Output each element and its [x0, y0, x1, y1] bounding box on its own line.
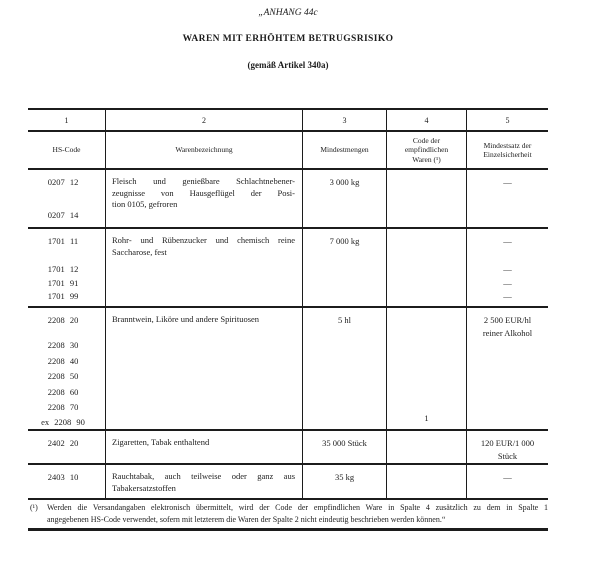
description-line: Saccharose, fest	[112, 246, 167, 257]
min-quantity: 5 hl	[338, 315, 351, 325]
min-quantity: 35 000 Stück	[322, 438, 367, 448]
column-header-line: Waren (¹)	[412, 154, 441, 164]
hs-code: 0207 14	[47, 210, 79, 220]
hs-code: 2208 40	[47, 356, 79, 366]
description-cell	[106, 431, 303, 463]
min-guarantee-line: —	[503, 264, 512, 274]
footnote-marker: (¹)	[30, 503, 38, 512]
min-quantity: 3 000 kg	[329, 177, 360, 187]
hs-code-cell	[28, 308, 106, 429]
footnote	[28, 502, 548, 526]
bottom-rule	[28, 528, 548, 531]
column-header-line: Code der	[412, 135, 441, 145]
hs-code: 2403 10	[47, 472, 79, 482]
min-quantity-cell	[303, 465, 387, 498]
footnote-line: Werden die Versandangaben elektronisch übermittelt, wird der Code der empfindlichen Ware in Spalte 4 zusätzlich zu dem in Spalte 1	[47, 503, 548, 512]
sensitive-code-cell	[387, 465, 467, 498]
table-row	[28, 170, 548, 229]
column-number: 5	[505, 115, 510, 125]
min-guarantee-line: —	[503, 236, 512, 246]
description-line: Branntwein, Liköre und andere Spirituosen	[112, 314, 260, 324]
column-header	[467, 132, 548, 168]
table-row	[28, 465, 548, 500]
column-header	[28, 132, 106, 168]
description-line: Zigaretten, Tabak enthaltend	[112, 437, 210, 447]
footnote-text	[47, 502, 548, 526]
sensitive-code-cell	[387, 229, 467, 306]
column-header	[106, 132, 303, 168]
min-guarantee-cell	[467, 308, 548, 429]
table-row	[28, 229, 548, 308]
min-quantity: 35 kg	[334, 472, 355, 482]
footnote-line: angegebenen HS-Code verwendet, sofern mit letzterem die Waren der Spalte 2 nicht eindeutig beschrieben werden können.“	[47, 515, 446, 524]
min-guarantee-line: 2 500 EUR/hl	[483, 315, 532, 325]
sensitive-code: 1	[424, 413, 429, 423]
description-line: Fleisch und genießbare Schlachtnebener-	[112, 176, 295, 186]
min-guarantee-cell	[467, 431, 548, 463]
min-quantity-cell	[303, 431, 387, 463]
column-header-line: empfindlichen	[404, 145, 449, 155]
description-cell	[106, 170, 303, 227]
description-line: zeugnisse von Hausgeflügel der Posi-	[112, 187, 295, 198]
hs-code: 0207 12	[47, 177, 79, 187]
min-quantity-cell	[303, 170, 387, 227]
description-cell	[106, 229, 303, 306]
hs-code: 2208 20	[47, 315, 79, 325]
min-guarantee-line: —	[503, 177, 512, 187]
annex-title: „ANHANG 44c	[258, 8, 318, 18]
column-number: 1	[28, 110, 106, 130]
column-header-line: HS-Code	[52, 145, 81, 155]
min-guarantee-cell	[467, 229, 548, 306]
hs-code: 1701 91	[47, 278, 79, 288]
goods-table	[28, 108, 548, 500]
min-quantity: 7 000 kg	[329, 236, 360, 246]
column-header	[303, 132, 387, 168]
min-quantity-cell	[303, 229, 387, 306]
column-header-row	[28, 132, 548, 170]
sensitive-code-cell	[387, 308, 467, 429]
page-subtitle: (gemäß Artikel 340a)	[247, 60, 329, 70]
page-title: WAREN MIT ERHÖHTEM BETRUGSRISIKO	[182, 34, 394, 44]
column-header-line: Einzelsicherheit	[483, 150, 532, 159]
column-header	[387, 132, 467, 168]
min-guarantee-line: —	[503, 472, 512, 482]
hs-code: 1701 11	[47, 236, 79, 246]
column-number: 2	[106, 110, 303, 130]
hs-code: ex 2208 90	[41, 417, 85, 427]
description-line: Rauchtabak, auch teilweise oder ganz aus	[112, 471, 295, 481]
hs-code-cell	[28, 170, 106, 227]
hs-code: 2402 20	[47, 438, 79, 448]
min-guarantee-line: —	[503, 291, 512, 301]
hs-code: 2208 60	[47, 387, 79, 397]
column-number-row	[28, 110, 548, 132]
min-guarantee-line: —	[503, 278, 512, 288]
table-row	[28, 431, 548, 465]
hs-code: 2208 30	[47, 340, 79, 350]
hs-code: 1701 99	[47, 291, 79, 301]
min-guarantee-line: 120 EUR/1 000	[480, 438, 535, 448]
min-quantity-cell	[303, 308, 387, 429]
description-line: Rohr- und Rübenzucker und chemisch reine	[112, 235, 295, 245]
column-header-line: Warenbezeichnung	[175, 145, 233, 155]
description-line: tion 0105, gefroren	[112, 199, 178, 209]
hs-code-cell	[28, 465, 106, 498]
description-cell	[106, 308, 303, 429]
description-line: Tabakersatzstoffen	[112, 482, 176, 493]
min-guarantee-cell	[467, 465, 548, 498]
hs-code: 2208 50	[47, 371, 79, 381]
min-guarantee-line: Stück	[497, 451, 518, 461]
min-guarantee-line: reiner Alkohol	[482, 328, 533, 338]
min-guarantee-cell	[467, 170, 548, 227]
document-content	[28, 0, 548, 531]
table-row	[28, 308, 548, 431]
hs-code-cell	[28, 431, 106, 463]
sensitive-code-cell	[387, 170, 467, 227]
hs-code: 1701 12	[47, 264, 79, 274]
column-header-line: Mindestmengen	[320, 145, 369, 155]
hs-code-cell	[28, 229, 106, 306]
table-body	[28, 170, 548, 500]
description-cell	[106, 465, 303, 498]
column-number: 3	[303, 110, 387, 130]
hs-code: 2208 70	[47, 402, 79, 412]
column-header-line: Mindestsatz der	[483, 140, 532, 150]
column-number: 4	[387, 110, 467, 130]
sensitive-code-cell	[387, 431, 467, 463]
